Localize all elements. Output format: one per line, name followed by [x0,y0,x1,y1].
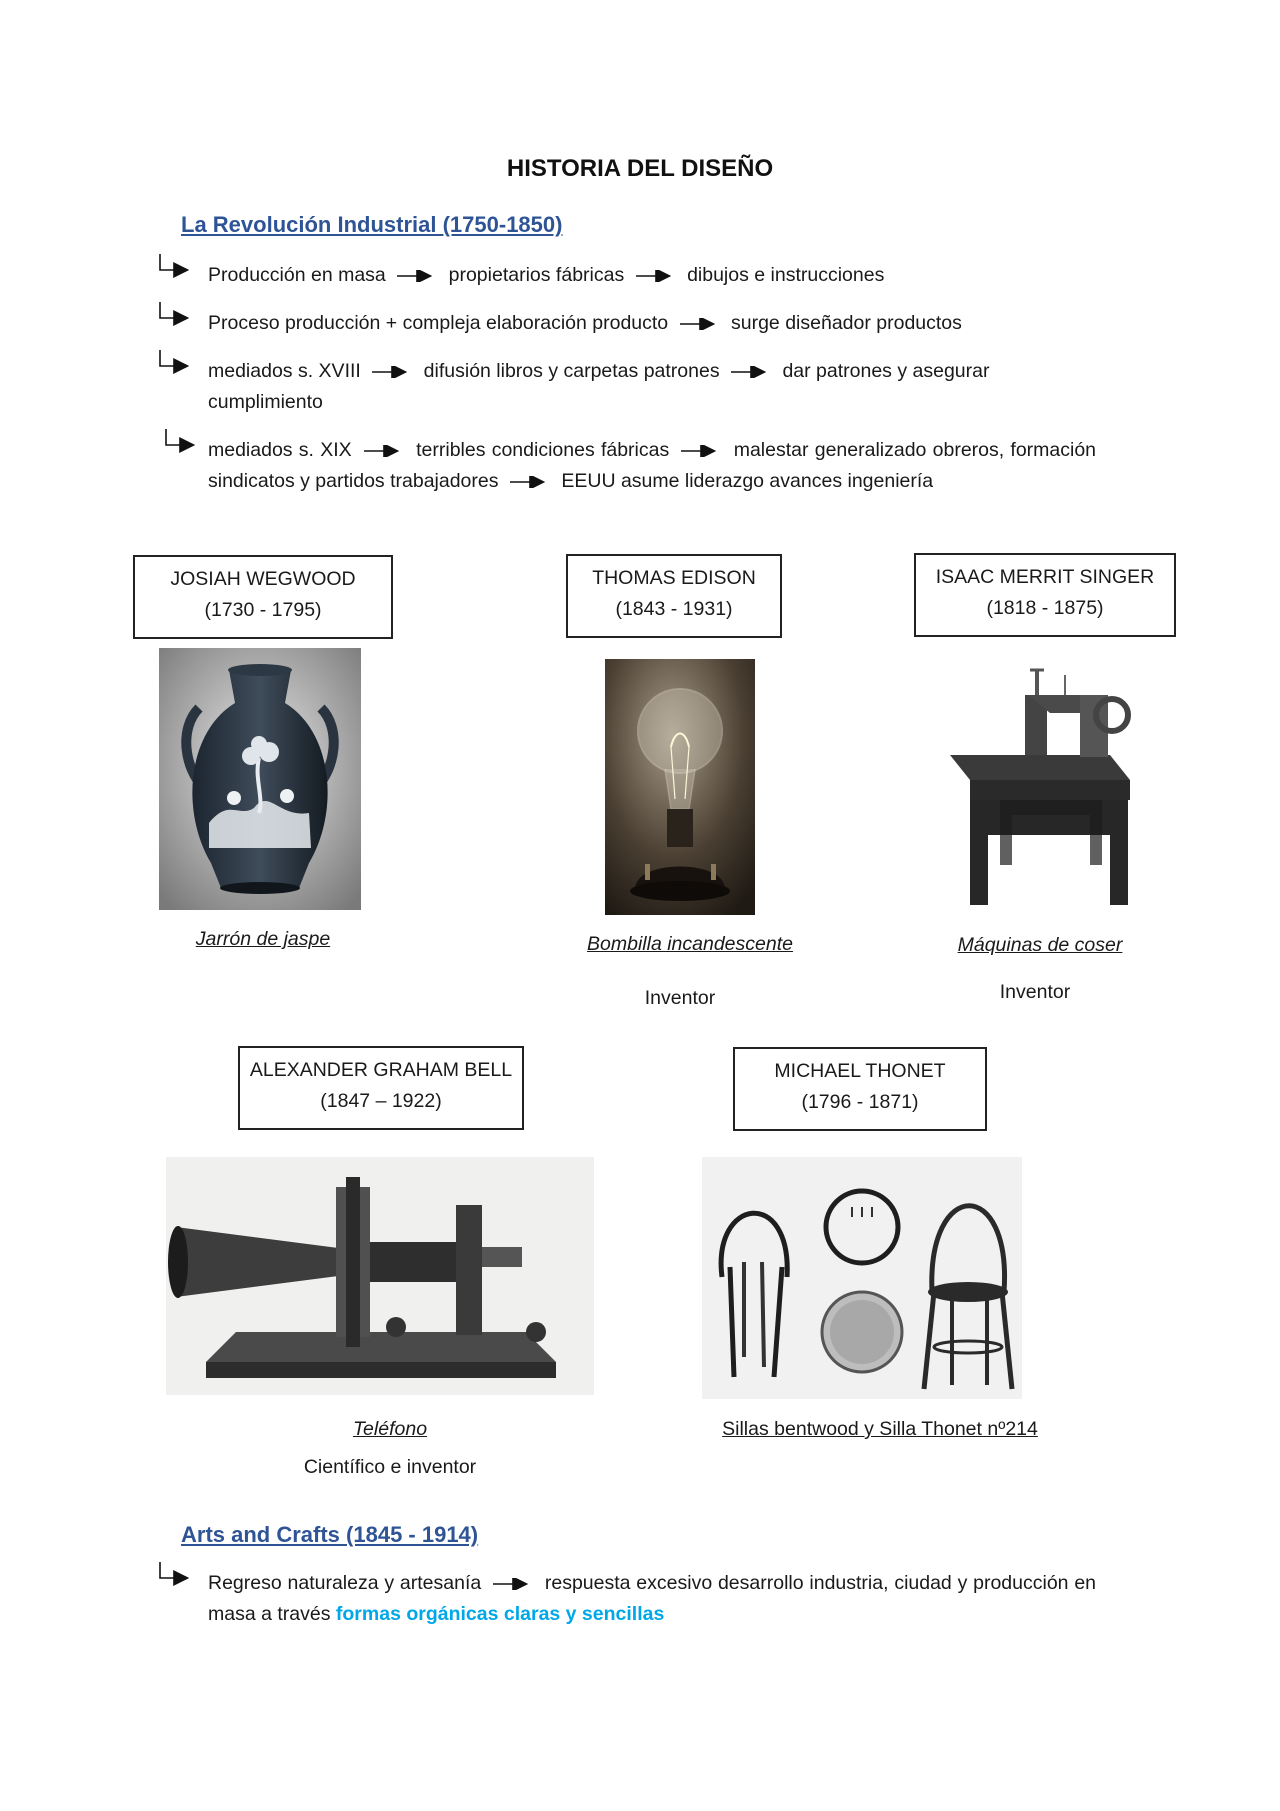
person-box-bell [238,1046,524,1130]
caption-thonet-chair: Sillas bentwood y Silla Thonet nº214 [722,1418,1038,1440]
bullet-text: Producción en masa [208,264,386,286]
bullet-text: difusión libros y carpetas patrones [423,360,720,382]
telephone-image [166,1157,594,1395]
bullet-text: mediados s. XIX [208,439,352,461]
caption-telephone: Teléfono [352,1418,428,1440]
thonet-chair-image [702,1157,1022,1399]
section-heading-industrial-revolution: La Revolución Industrial (1750-1850) [181,212,563,237]
bullet-text: EEUU asume liderazgo avances ingeniería [561,470,934,492]
bullet-text: mediados s. XVIII [208,360,361,382]
bullet-text: respuesta excesivo desarrollo industria, ciudad y producción en masa a través [208,1572,1097,1625]
person-name: THOMAS EDISON [592,567,756,589]
bullet-text: malestar generalizado obreros, formación sindicatos y partidos trabajadores [208,439,1097,492]
bullet-item [208,435,1096,497]
caption-lightbulb: Bombilla incandescente [587,933,793,955]
person-box-singer [914,553,1176,637]
bullet-item [208,308,1096,339]
arrow-right-icon [634,270,678,282]
arrow-right-icon [362,445,406,457]
arrow-right-icon [491,1578,535,1590]
person-years: (1818 - 1875) [986,597,1104,619]
bullet-item [208,1568,1096,1630]
role-singer: Inventor [999,981,1071,1003]
elbow-arrow-icon [156,1560,196,1588]
person-box-wedgwood [133,555,393,639]
sewing-machine-image [940,655,1140,917]
arrow-right-icon [679,445,723,457]
lightbulb-image [605,659,755,915]
person-box-thonet [733,1047,987,1131]
bullet-text: propietarios fábricas [448,264,625,286]
person-name: ISAAC MERRIT SINGER [935,566,1155,588]
bullet-text: terribles condiciones fábricas [416,439,670,461]
elbow-arrow-icon [156,300,196,328]
caption-vase: Jarrón de jaspe [195,928,331,950]
role-bell: Científico e inventor [303,1456,477,1478]
highlight-text: formas orgánicas claras y sencillas [335,1603,665,1625]
bullet-text: dar patrones y asegurar cumplimiento [208,360,990,413]
person-years: (1847 – 1922) [320,1090,442,1112]
person-years: (1730 - 1795) [204,599,322,621]
elbow-arrow-icon [156,348,196,376]
person-box-edison [566,554,782,638]
bullet-item [208,356,1096,418]
elbow-arrow-icon [156,252,196,280]
arrow-right-icon [729,366,773,378]
bullet-text: Proceso producción + compleja elaboración producto [208,312,669,334]
bullet-item [208,260,1096,291]
role-edison: Inventor [644,987,716,1009]
person-name: MICHAEL THONET [774,1060,946,1082]
person-name: ALEXANDER GRAHAM BELL [249,1059,513,1081]
elbow-arrow-icon [162,427,202,455]
vase-image [159,648,361,910]
arrow-right-icon [395,270,439,282]
arrow-right-icon [370,366,414,378]
person-years: (1796 - 1871) [801,1091,919,1113]
bullet-text: dibujos e instrucciones [687,264,885,286]
bullet-text: surge diseñador productos [731,312,962,334]
person-name: JOSIAH WEGWOOD [170,568,356,590]
arrow-right-icon [678,318,722,330]
arrow-right-icon [508,476,552,488]
page-title: HISTORIA DEL DISEÑO [506,155,774,182]
bullet-text: Regreso naturaleza y artesanía [208,1572,482,1594]
person-years: (1843 - 1931) [615,598,733,620]
caption-sewing-machine: Máquinas de coser [957,934,1123,956]
section-heading-arts-and-crafts: Arts and Crafts (1845 - 1914) [181,1522,479,1547]
